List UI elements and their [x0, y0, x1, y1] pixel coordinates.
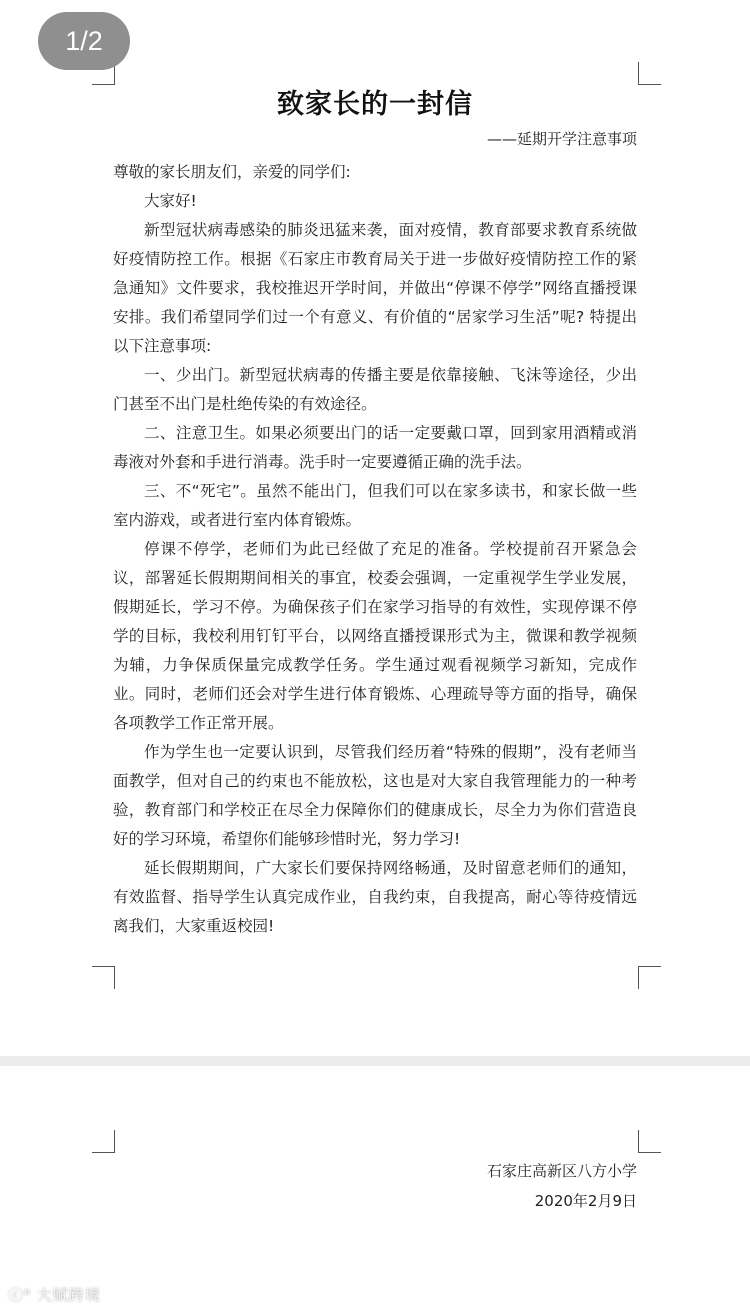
paragraph-students: 作为学生也一定要认识到，尽管我们经历着“特殊的假期”，没有老师当面教学，但对自己的约束也不能放松，这也是对大家自我管理能力的一种考验，教育部门和学校正在尽全力保障你们的健康成长，尽全力为你们营造良好的学习环境，希望你们能够珍惜时光，努力学习! [113, 743, 637, 848]
letter-subtitle: ——延期开学注意事项 [486, 130, 637, 148]
paragraph-item-2: 二、注意卫生。如果必须要出门的话一定要戴口罩，回到家用酒精或消毒液对外套和手进行消毒。洗手时一定要遵循正确的洗手法。 [113, 424, 637, 471]
paragraph-parents: 延长假期期间，广大家长们要保持网络畅通，及时留意老师们的通知，有效监督、指导学生认真完成作业，自我约束，自我提高，耐心等待疫情远离我们，大家重返校园! [113, 859, 637, 935]
watermark [8, 1284, 101, 1305]
paragraph-intro: 新型冠状病毒感染的肺炎迅猛来袭，面对疫情，教育部要求教育系统做好疫情防控工作。根据《石家庄市教育局关于进一步做好疫情防控工作的紧急通知》文件要求，我校推迟开学时间，并做出“停课不停学”网络直播授课安排。我们希望同学们过一个有意义、有价值的“居家学习生活”呢? 特提出以下注意事项: [113, 221, 637, 355]
crop-mark-bottom-left [92, 966, 115, 989]
crop-mark-top-left-page-2 [92, 1130, 115, 1153]
letter-body [113, 158, 637, 941]
paragraph-item-3: 三、不“死宅”。虽然不能出门，但我们可以在家多读书，和家长做一些室内游戏，或者进行室内体育锻炼。 [113, 482, 637, 529]
letter-title: 致家长的一封信 [277, 89, 473, 120]
signature-school: 石家庄高新区八方小学 [486, 1162, 637, 1180]
paragraph-greeting: 大家好! [144, 192, 197, 210]
crop-mark-bottom-right [638, 966, 661, 989]
watermark-logo-icon: ⓒ⁰ [8, 1286, 37, 1304]
paragraph-item-1: 一、少出门。新型冠状病毒的传播主要是依靠接触、飞沫等途径，少出门甚至不出门是杜绝传染的有效途径。 [113, 366, 637, 413]
page-indicator: 1/2 [38, 12, 130, 70]
crop-mark-top-right-page-2 [638, 1130, 661, 1153]
watermark-text: 大赋跨境 [36, 1286, 101, 1304]
paragraph-school-plan: 停课不停学，老师们为此已经做了充足的准备。学校提前召开紧急会议，部署延长假期期间相关的事宜，校委会强调，一定重视学生学业发展，假期延长，学习不停。为确保孩子们在家学习指导的有效性，实现停课不停学的目标，我校利用钉钉平台，以网络直播授课形式为主，微课和教学视频为辅，力争保质保量完成教学任务。学生通过观看视频学习新知，完成作业。同时，老师们还会对学生进行体育锻炼、心理疏导等方面的指导，确保各项教学工作正常开展。 [113, 540, 637, 732]
signature-date: 2020年2月9日 [534, 1192, 637, 1210]
page-separator [0, 1056, 750, 1066]
document-page-2 [0, 1066, 750, 1311]
salutation: 尊敬的家长朋友们，亲爱的同学们: [113, 163, 351, 181]
